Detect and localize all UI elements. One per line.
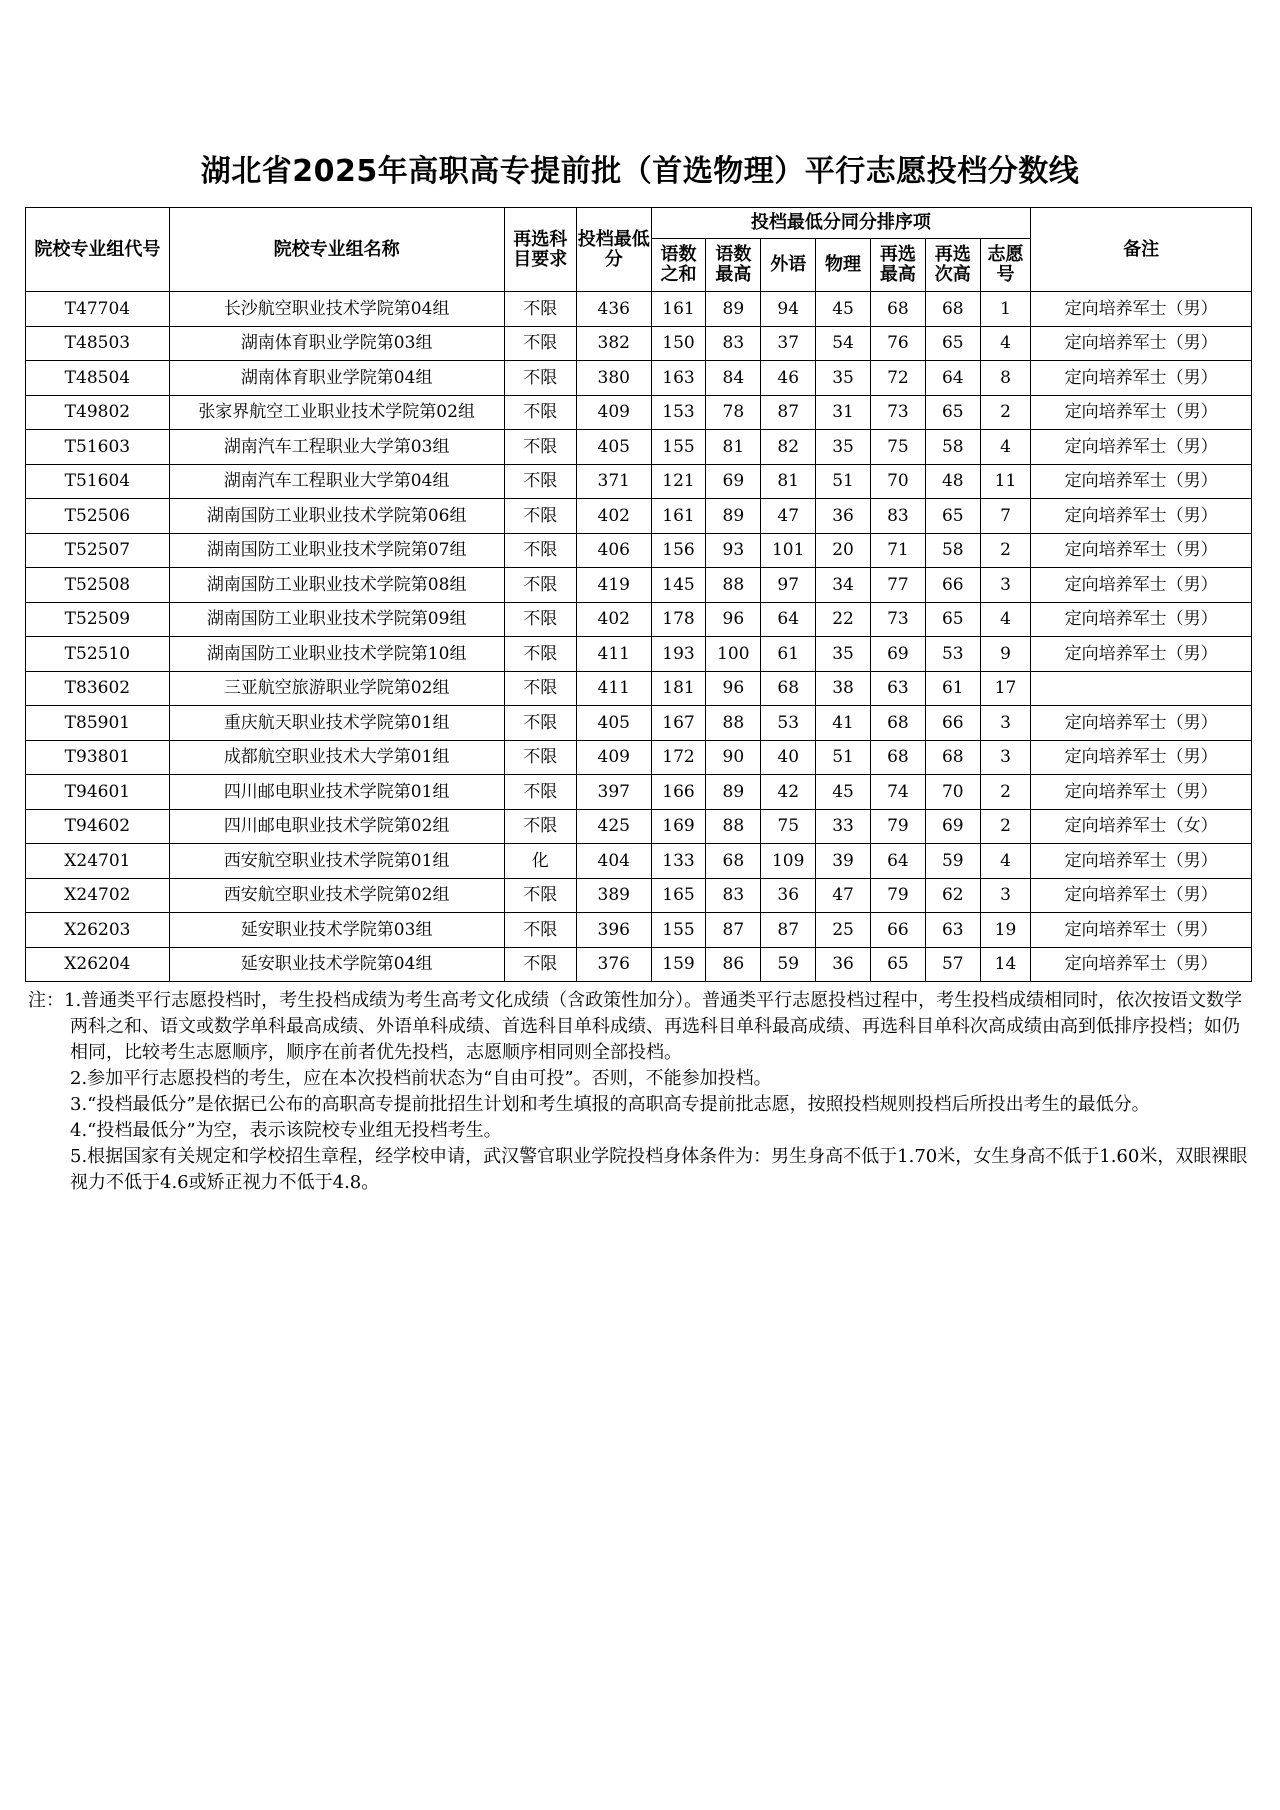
code-cell: T94601 bbox=[26, 775, 170, 810]
c6-cell: 58 bbox=[925, 430, 980, 465]
min-score-cell: 406 bbox=[576, 533, 651, 568]
c6-cell: 65 bbox=[925, 326, 980, 361]
c2-cell: 68 bbox=[706, 844, 761, 879]
c5-cell: 70 bbox=[870, 464, 925, 499]
req-cell: 不限 bbox=[504, 533, 576, 568]
req-cell: 不限 bbox=[504, 499, 576, 534]
c4-cell: 45 bbox=[816, 292, 871, 327]
c3-cell: 42 bbox=[761, 775, 816, 810]
table-row bbox=[26, 361, 1252, 396]
table-row bbox=[26, 809, 1252, 844]
c4-cell: 33 bbox=[816, 809, 871, 844]
c2-cell: 90 bbox=[706, 740, 761, 775]
c3-cell: 61 bbox=[761, 637, 816, 672]
name-cell: 湖南国防工业职业技术学院第10组 bbox=[169, 637, 504, 672]
c3-cell: 97 bbox=[761, 568, 816, 603]
c2-cell: 96 bbox=[706, 602, 761, 637]
c4-cell: 35 bbox=[816, 430, 871, 465]
min-score-cell: 380 bbox=[576, 361, 651, 396]
c4-cell: 22 bbox=[816, 602, 871, 637]
c3-cell: 40 bbox=[761, 740, 816, 775]
req-cell: 不限 bbox=[504, 361, 576, 396]
c5-cell: 76 bbox=[870, 326, 925, 361]
name-cell: 湖南国防工业职业技术学院第09组 bbox=[169, 602, 504, 637]
header-c3: 外语 bbox=[761, 239, 816, 292]
c5-cell: 79 bbox=[870, 809, 925, 844]
code-cell: T93801 bbox=[26, 740, 170, 775]
c4-cell: 45 bbox=[816, 775, 871, 810]
name-cell: 张家界航空工业职业技术学院第02组 bbox=[169, 395, 504, 430]
c7-cell: 9 bbox=[980, 637, 1031, 672]
c5-cell: 65 bbox=[870, 947, 925, 982]
c2-cell: 88 bbox=[706, 706, 761, 741]
c6-cell: 65 bbox=[925, 499, 980, 534]
req-cell: 不限 bbox=[504, 326, 576, 361]
code-cell: T52509 bbox=[26, 602, 170, 637]
c3-cell: 75 bbox=[761, 809, 816, 844]
c7-cell: 14 bbox=[980, 947, 1031, 982]
table-row bbox=[26, 568, 1252, 603]
c1-cell: 155 bbox=[651, 913, 706, 948]
note-cell: 定向培养军士（男） bbox=[1031, 464, 1252, 499]
c2-cell: 89 bbox=[706, 292, 761, 327]
c2-cell: 69 bbox=[706, 464, 761, 499]
min-score-cell: 371 bbox=[576, 464, 651, 499]
table-body bbox=[26, 292, 1252, 982]
c7-cell: 3 bbox=[980, 706, 1031, 741]
name-cell: 西安航空职业技术学院第02组 bbox=[169, 878, 504, 913]
c5-cell: 68 bbox=[870, 706, 925, 741]
c5-cell: 77 bbox=[870, 568, 925, 603]
code-cell: T48503 bbox=[26, 326, 170, 361]
c6-cell: 68 bbox=[925, 292, 980, 327]
header-c2: 语数最高 bbox=[706, 239, 761, 292]
c4-cell: 20 bbox=[816, 533, 871, 568]
c2-cell: 81 bbox=[706, 430, 761, 465]
note-cell bbox=[1031, 671, 1252, 706]
name-cell: 延安职业技术学院第04组 bbox=[169, 947, 504, 982]
code-cell: T47704 bbox=[26, 292, 170, 327]
name-cell: 四川邮电职业技术学院第01组 bbox=[169, 775, 504, 810]
header-c4: 物理 bbox=[816, 239, 871, 292]
c3-cell: 53 bbox=[761, 706, 816, 741]
c6-cell: 63 bbox=[925, 913, 980, 948]
min-score-cell: 436 bbox=[576, 292, 651, 327]
min-score-cell: 404 bbox=[576, 844, 651, 879]
table-row bbox=[26, 326, 1252, 361]
c2-cell: 83 bbox=[706, 326, 761, 361]
name-cell: 西安航空职业技术学院第01组 bbox=[169, 844, 504, 879]
c3-cell: 64 bbox=[761, 602, 816, 637]
c7-cell: 3 bbox=[980, 568, 1031, 603]
min-score-cell: 411 bbox=[576, 637, 651, 672]
c5-cell: 68 bbox=[870, 292, 925, 327]
c5-cell: 72 bbox=[870, 361, 925, 396]
req-cell: 不限 bbox=[504, 430, 576, 465]
header-req: 再选科目要求 bbox=[504, 208, 576, 292]
c3-cell: 47 bbox=[761, 499, 816, 534]
c5-cell: 69 bbox=[870, 637, 925, 672]
name-cell: 湖南汽车工程职业大学第04组 bbox=[169, 464, 504, 499]
c4-cell: 51 bbox=[816, 464, 871, 499]
c6-cell: 59 bbox=[925, 844, 980, 879]
note-cell: 定向培养军士（女） bbox=[1031, 809, 1252, 844]
c6-cell: 62 bbox=[925, 878, 980, 913]
c6-cell: 61 bbox=[925, 671, 980, 706]
c6-cell: 48 bbox=[925, 464, 980, 499]
table-row bbox=[26, 671, 1252, 706]
note-cell: 定向培养军士（男） bbox=[1031, 913, 1252, 948]
header-c6: 再选次高 bbox=[925, 239, 980, 292]
code-cell: T85901 bbox=[26, 706, 170, 741]
c1-cell: 161 bbox=[651, 292, 706, 327]
name-cell: 湖南国防工业职业技术学院第06组 bbox=[169, 499, 504, 534]
c2-cell: 87 bbox=[706, 913, 761, 948]
code-cell: T49802 bbox=[26, 395, 170, 430]
c2-cell: 83 bbox=[706, 878, 761, 913]
c6-cell: 69 bbox=[925, 809, 980, 844]
c6-cell: 65 bbox=[925, 395, 980, 430]
c4-cell: 54 bbox=[816, 326, 871, 361]
note-cell: 定向培养军士（男） bbox=[1031, 533, 1252, 568]
c6-cell: 68 bbox=[925, 740, 980, 775]
c1-cell: 150 bbox=[651, 326, 706, 361]
c3-cell: 59 bbox=[761, 947, 816, 982]
c2-cell: 89 bbox=[706, 775, 761, 810]
req-cell: 不限 bbox=[504, 775, 576, 810]
min-score-cell: 405 bbox=[576, 706, 651, 741]
c6-cell: 53 bbox=[925, 637, 980, 672]
c1-cell: 181 bbox=[651, 671, 706, 706]
c4-cell: 51 bbox=[816, 740, 871, 775]
c2-cell: 93 bbox=[706, 533, 761, 568]
name-cell: 重庆航天职业技术学院第01组 bbox=[169, 706, 504, 741]
c7-cell: 8 bbox=[980, 361, 1031, 396]
c5-cell: 83 bbox=[870, 499, 925, 534]
c3-cell: 87 bbox=[761, 395, 816, 430]
c5-cell: 75 bbox=[870, 430, 925, 465]
req-cell: 不限 bbox=[504, 602, 576, 637]
table-row bbox=[26, 637, 1252, 672]
header-code: 院校专业组代号 bbox=[26, 208, 170, 292]
c1-cell: 155 bbox=[651, 430, 706, 465]
c6-cell: 57 bbox=[925, 947, 980, 982]
c2-cell: 89 bbox=[706, 499, 761, 534]
code-cell: X24702 bbox=[26, 878, 170, 913]
req-cell: 不限 bbox=[504, 913, 576, 948]
c2-cell: 86 bbox=[706, 947, 761, 982]
c5-cell: 68 bbox=[870, 740, 925, 775]
c1-cell: 165 bbox=[651, 878, 706, 913]
min-score-cell: 402 bbox=[576, 499, 651, 534]
table-row bbox=[26, 740, 1252, 775]
min-score-cell: 405 bbox=[576, 430, 651, 465]
c6-cell: 66 bbox=[925, 706, 980, 741]
note-2: 2.参加平行志愿投档的考生，应在本次投档前状态为“自由可投”。否则，不能参加投档。 bbox=[70, 1068, 772, 1089]
c1-cell: 153 bbox=[651, 395, 706, 430]
c1-cell: 145 bbox=[651, 568, 706, 603]
code-cell: T48504 bbox=[26, 361, 170, 396]
code-cell: T51603 bbox=[26, 430, 170, 465]
code-cell: T52508 bbox=[26, 568, 170, 603]
name-cell: 湖南体育职业学院第03组 bbox=[169, 326, 504, 361]
table-row bbox=[26, 430, 1252, 465]
min-score-cell: 376 bbox=[576, 947, 651, 982]
c7-cell: 3 bbox=[980, 740, 1031, 775]
note-cell: 定向培养军士（男） bbox=[1031, 326, 1252, 361]
c2-cell: 100 bbox=[706, 637, 761, 672]
code-cell: X24701 bbox=[26, 844, 170, 879]
c5-cell: 73 bbox=[870, 395, 925, 430]
c4-cell: 35 bbox=[816, 637, 871, 672]
c3-cell: 68 bbox=[761, 671, 816, 706]
c7-cell: 2 bbox=[980, 533, 1031, 568]
c4-cell: 38 bbox=[816, 671, 871, 706]
c7-cell: 4 bbox=[980, 326, 1031, 361]
req-cell: 不限 bbox=[504, 671, 576, 706]
c3-cell: 37 bbox=[761, 326, 816, 361]
c3-cell: 82 bbox=[761, 430, 816, 465]
note-cell: 定向培养军士（男） bbox=[1031, 740, 1252, 775]
note-cell: 定向培养军士（男） bbox=[1031, 395, 1252, 430]
header-c5: 再选最高 bbox=[870, 239, 925, 292]
note-3: 3.“投档最低分”是依据已公布的高职高专提前批招生计划和考生填报的高职高专提前批志愿，按照投档规则投档后所投出考生的最低分。 bbox=[70, 1094, 1150, 1115]
req-cell: 不限 bbox=[504, 878, 576, 913]
notes bbox=[28, 988, 1248, 1196]
c3-cell: 94 bbox=[761, 292, 816, 327]
note-cell: 定向培养军士（男） bbox=[1031, 568, 1252, 603]
c5-cell: 73 bbox=[870, 602, 925, 637]
name-cell: 三亚航空旅游职业学院第02组 bbox=[169, 671, 504, 706]
note-cell: 定向培养军士（男） bbox=[1031, 430, 1252, 465]
req-cell: 不限 bbox=[504, 740, 576, 775]
c1-cell: 163 bbox=[651, 361, 706, 396]
c7-cell: 4 bbox=[980, 602, 1031, 637]
c1-cell: 121 bbox=[651, 464, 706, 499]
c7-cell: 19 bbox=[980, 913, 1031, 948]
note-cell: 定向培养军士（男） bbox=[1031, 844, 1252, 879]
c7-cell: 11 bbox=[980, 464, 1031, 499]
c7-cell: 2 bbox=[980, 775, 1031, 810]
header-c1: 语数之和 bbox=[651, 239, 706, 292]
c4-cell: 35 bbox=[816, 361, 871, 396]
min-score-cell: 397 bbox=[576, 775, 651, 810]
c5-cell: 71 bbox=[870, 533, 925, 568]
c3-cell: 36 bbox=[761, 878, 816, 913]
note-cell: 定向培养军士（男） bbox=[1031, 602, 1252, 637]
c3-cell: 81 bbox=[761, 464, 816, 499]
code-cell: T52507 bbox=[26, 533, 170, 568]
c1-cell: 172 bbox=[651, 740, 706, 775]
note-cell: 定向培养军士（男） bbox=[1031, 361, 1252, 396]
c7-cell: 4 bbox=[980, 844, 1031, 879]
c1-cell: 156 bbox=[651, 533, 706, 568]
c7-cell: 1 bbox=[980, 292, 1031, 327]
table-row bbox=[26, 947, 1252, 982]
code-cell: X26203 bbox=[26, 913, 170, 948]
c1-cell: 167 bbox=[651, 706, 706, 741]
c1-cell: 161 bbox=[651, 499, 706, 534]
c4-cell: 31 bbox=[816, 395, 871, 430]
c7-cell: 7 bbox=[980, 499, 1031, 534]
c3-cell: 101 bbox=[761, 533, 816, 568]
c4-cell: 47 bbox=[816, 878, 871, 913]
note-cell: 定向培养军士（男） bbox=[1031, 878, 1252, 913]
header-note: 备注 bbox=[1031, 208, 1252, 292]
c4-cell: 36 bbox=[816, 947, 871, 982]
score-table bbox=[25, 207, 1252, 982]
req-cell: 不限 bbox=[504, 292, 576, 327]
req-cell: 化 bbox=[504, 844, 576, 879]
c1-cell: 193 bbox=[651, 637, 706, 672]
c5-cell: 74 bbox=[870, 775, 925, 810]
note-cell: 定向培养军士（男） bbox=[1031, 637, 1252, 672]
table-row bbox=[26, 602, 1252, 637]
code-cell: T83602 bbox=[26, 671, 170, 706]
header-min: 投档最低分 bbox=[576, 208, 651, 292]
min-score-cell: 419 bbox=[576, 568, 651, 603]
c4-cell: 36 bbox=[816, 499, 871, 534]
c5-cell: 66 bbox=[870, 913, 925, 948]
header-name: 院校专业组名称 bbox=[169, 208, 504, 292]
c3-cell: 109 bbox=[761, 844, 816, 879]
name-cell: 成都航空职业技术大学第01组 bbox=[169, 740, 504, 775]
header-tie-group: 投档最低分同分排序项 bbox=[651, 208, 1031, 239]
min-score-cell: 402 bbox=[576, 602, 651, 637]
table-row bbox=[26, 775, 1252, 810]
note-1: 注：1.普通类平行志愿投档时，考生投档成绩为考生高考文化成绩（含政策性加分）。普通类平行志愿投档过程中，考生投档成绩相同时，依次按语文数学两科之和、语文或数学单科最高成绩、外语单科成绩、首选科目单科成绩、再选科目单科最高成绩、再选科目单科次高成绩由高到低排序投档；如仍相同，比较考生志愿顺序，顺序在前者优先投档，志愿顺序相同则全部投档。 bbox=[28, 990, 1243, 1063]
table-row bbox=[26, 913, 1252, 948]
c5-cell: 64 bbox=[870, 844, 925, 879]
min-score-cell: 409 bbox=[576, 395, 651, 430]
c1-cell: 166 bbox=[651, 775, 706, 810]
c1-cell: 133 bbox=[651, 844, 706, 879]
req-cell: 不限 bbox=[504, 809, 576, 844]
table-row bbox=[26, 706, 1252, 741]
c2-cell: 84 bbox=[706, 361, 761, 396]
table-row bbox=[26, 878, 1252, 913]
c6-cell: 66 bbox=[925, 568, 980, 603]
name-cell: 湖南国防工业职业技术学院第07组 bbox=[169, 533, 504, 568]
code-cell: T51604 bbox=[26, 464, 170, 499]
table-row bbox=[26, 464, 1252, 499]
c5-cell: 79 bbox=[870, 878, 925, 913]
c6-cell: 58 bbox=[925, 533, 980, 568]
min-score-cell: 425 bbox=[576, 809, 651, 844]
c4-cell: 41 bbox=[816, 706, 871, 741]
code-cell: T94602 bbox=[26, 809, 170, 844]
c6-cell: 70 bbox=[925, 775, 980, 810]
c4-cell: 39 bbox=[816, 844, 871, 879]
c2-cell: 96 bbox=[706, 671, 761, 706]
c2-cell: 88 bbox=[706, 568, 761, 603]
c1-cell: 169 bbox=[651, 809, 706, 844]
c7-cell: 17 bbox=[980, 671, 1031, 706]
code-cell: T52510 bbox=[26, 637, 170, 672]
name-cell: 湖南体育职业学院第04组 bbox=[169, 361, 504, 396]
c1-cell: 178 bbox=[651, 602, 706, 637]
req-cell: 不限 bbox=[504, 706, 576, 741]
c7-cell: 4 bbox=[980, 430, 1031, 465]
note-5: 5.根据国家有关规定和学校招生章程，经学校申请，武汉警官职业学院投档身体条件为：男生身高不低于1.70米，女生身高不低于1.60米，双眼裸眼视力不低于4.6或矫正视力不低于4.8。 bbox=[70, 1146, 1248, 1193]
c6-cell: 65 bbox=[925, 602, 980, 637]
c7-cell: 3 bbox=[980, 878, 1031, 913]
c4-cell: 25 bbox=[816, 913, 871, 948]
c3-cell: 87 bbox=[761, 913, 816, 948]
req-cell: 不限 bbox=[504, 568, 576, 603]
req-cell: 不限 bbox=[504, 637, 576, 672]
note-cell: 定向培养军士（男） bbox=[1031, 775, 1252, 810]
c1-cell: 159 bbox=[651, 947, 706, 982]
name-cell: 湖南国防工业职业技术学院第08组 bbox=[169, 568, 504, 603]
min-score-cell: 382 bbox=[576, 326, 651, 361]
table-row bbox=[26, 844, 1252, 879]
table-row bbox=[26, 499, 1252, 534]
c2-cell: 78 bbox=[706, 395, 761, 430]
req-cell: 不限 bbox=[504, 947, 576, 982]
req-cell: 不限 bbox=[504, 395, 576, 430]
header-c7: 志愿号 bbox=[980, 239, 1031, 292]
c7-cell: 2 bbox=[980, 395, 1031, 430]
c7-cell: 2 bbox=[980, 809, 1031, 844]
c2-cell: 88 bbox=[706, 809, 761, 844]
table-row bbox=[26, 395, 1252, 430]
table-row bbox=[26, 533, 1252, 568]
c6-cell: 64 bbox=[925, 361, 980, 396]
min-score-cell: 396 bbox=[576, 913, 651, 948]
min-score-cell: 389 bbox=[576, 878, 651, 913]
name-cell: 长沙航空职业技术学院第04组 bbox=[169, 292, 504, 327]
name-cell: 延安职业技术学院第03组 bbox=[169, 913, 504, 948]
code-cell: T52506 bbox=[26, 499, 170, 534]
min-score-cell: 411 bbox=[576, 671, 651, 706]
min-score-cell: 409 bbox=[576, 740, 651, 775]
code-cell: X26204 bbox=[26, 947, 170, 982]
page-title: 湖北省2025年高职高专提前批（首选物理）平行志愿投档分数线 bbox=[200, 154, 1080, 189]
name-cell: 湖南汽车工程职业大学第03组 bbox=[169, 430, 504, 465]
c5-cell: 63 bbox=[870, 671, 925, 706]
note-4: 4.“投档最低分”为空，表示该院校专业组无投档考生。 bbox=[70, 1120, 502, 1141]
req-cell: 不限 bbox=[504, 464, 576, 499]
table-row bbox=[26, 292, 1252, 327]
note-cell: 定向培养军士（男） bbox=[1031, 292, 1252, 327]
c3-cell: 46 bbox=[761, 361, 816, 396]
note-cell: 定向培养军士（男） bbox=[1031, 706, 1252, 741]
note-cell: 定向培养军士（男） bbox=[1031, 499, 1252, 534]
c4-cell: 34 bbox=[816, 568, 871, 603]
name-cell: 四川邮电职业技术学院第02组 bbox=[169, 809, 504, 844]
note-cell: 定向培养军士（男） bbox=[1031, 947, 1252, 982]
